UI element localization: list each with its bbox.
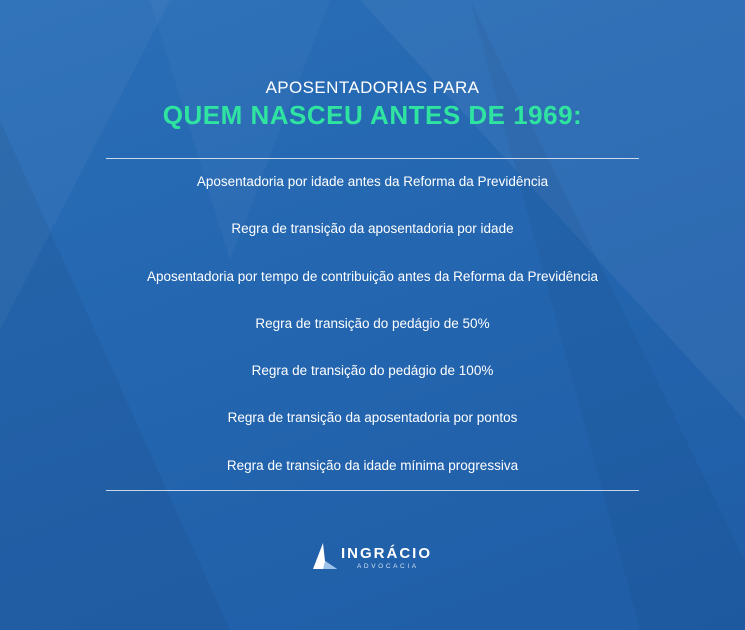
bottom-divider — [106, 490, 639, 491]
list-item: Regra de transição da aposentadoria por pontos — [227, 410, 518, 426]
list-item: Regra de transição da aposentadoria por idade — [231, 221, 514, 237]
list-item: Regra de transição da idade mínima progressiva — [226, 457, 519, 473]
list-item: Aposentadoria por tempo de contribuição antes da Reforma da Previdência — [146, 268, 599, 284]
top-divider — [106, 158, 639, 159]
list-item: Regra de transição do pedágio de 100% — [251, 363, 494, 379]
logo-subtitle: ADVOCACIA — [357, 563, 419, 570]
list-item: Aposentadoria por idade antes da Reforma da Previdência — [196, 174, 549, 189]
retirement-list — [0, 170, 745, 501]
title-line-2: QUEM NASCEU ANTES DE 1969: — [162, 100, 583, 130]
sail-triangle-icon — [311, 541, 339, 571]
brand-logo — [311, 541, 441, 573]
title-line-1: APOSENTADORIAS PARA — [265, 78, 480, 97]
logo-name: INGRÁCIO — [341, 545, 432, 562]
list-item: Regra de transição do pedágio de 50% — [255, 315, 490, 331]
